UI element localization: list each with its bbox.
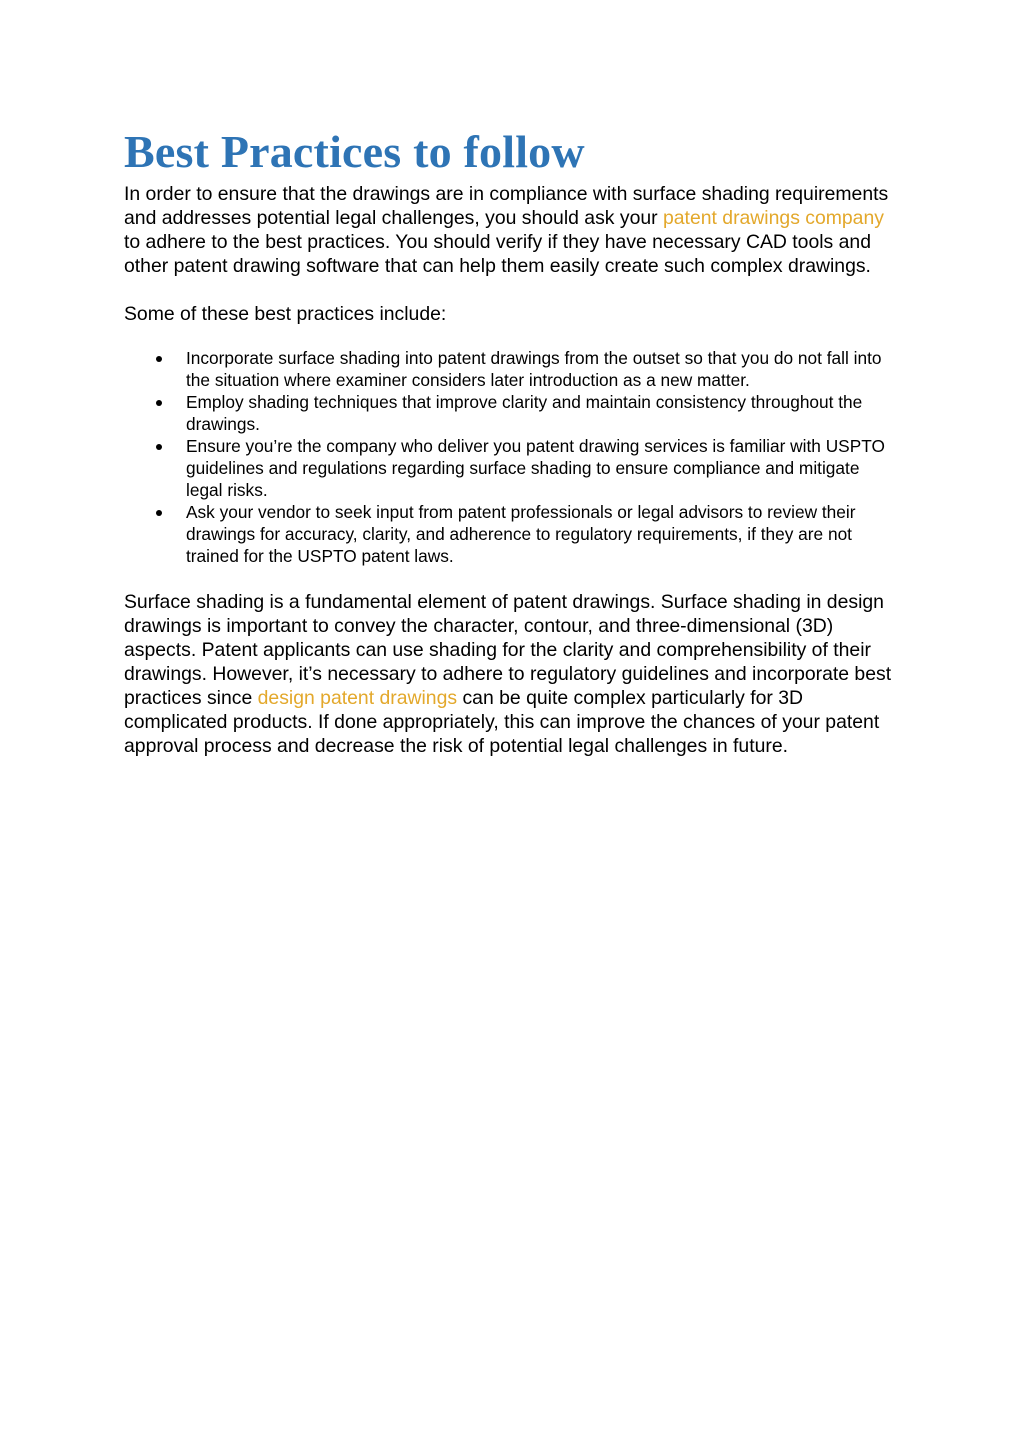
bullet-icon <box>156 400 162 406</box>
closing-paragraph <box>124 590 899 758</box>
practices-lead: Some of these best practices include: <box>124 303 447 325</box>
page-title: Best Practices to follow <box>124 126 585 177</box>
closing-text-after: can be quite complex particularly for 3D complicated products. If done appropriately, this can improve the chances of your patent approval process and decrease the risk of potential legal challenges in future. <box>124 687 880 757</box>
intro-text-after: to adhere to the best practices. You should verify if they have necessary CAD tools and other patent drawing software that can help them easily create such complex drawings. <box>124 231 871 277</box>
list-item-text: Employ shading techniques that improve clarity and maintain consistency throughout the drawings. <box>186 392 863 434</box>
list-item <box>124 501 899 567</box>
document-content <box>124 126 899 758</box>
list-item-text: Ask your vendor to seek input from patent professionals or legal advisors to review their drawings for accuracy, clarity, and adherence to regulatory requirements, if they are not trained for the USPTO patent laws. <box>186 502 856 566</box>
list-item <box>124 391 899 435</box>
list-item <box>124 435 899 501</box>
intro-text-before: In order to ensure that the drawings are in compliance with surface shading requirements and addresses potential legal challenges, you should ask your <box>124 183 889 229</box>
closing-text-before: Surface shading is a fundamental element of patent drawings. Surface shading in design drawings is important to convey the character, contour, and three-dimensional (3D) aspects. Patent applicants can use shading for the clarity and comprehensibility of their drawings. However, it’s necessary to adhere to regulatory guidelines and incorporate best practices since <box>124 591 892 709</box>
patent-drawings-company-link[interactable]: patent drawings company <box>662 207 884 229</box>
bullet-icon <box>156 356 162 362</box>
best-practices-list <box>124 347 899 567</box>
design-patent-drawings-link[interactable]: design patent drawings <box>257 687 458 709</box>
list-item <box>124 347 899 391</box>
list-item-text: Ensure you’re the company who deliver you patent drawing services is familiar with USPTO guidelines and regulations regarding surface shading to ensure compliance and mitigate legal risks. <box>186 436 885 500</box>
list-item-text: Incorporate surface shading into patent drawings from the outset so that you do not fall into the situation where examiner considers later introduction as a new matter. <box>186 348 882 390</box>
intro-paragraph <box>124 182 899 278</box>
bullet-icon <box>156 444 162 450</box>
bullet-icon <box>156 510 162 516</box>
